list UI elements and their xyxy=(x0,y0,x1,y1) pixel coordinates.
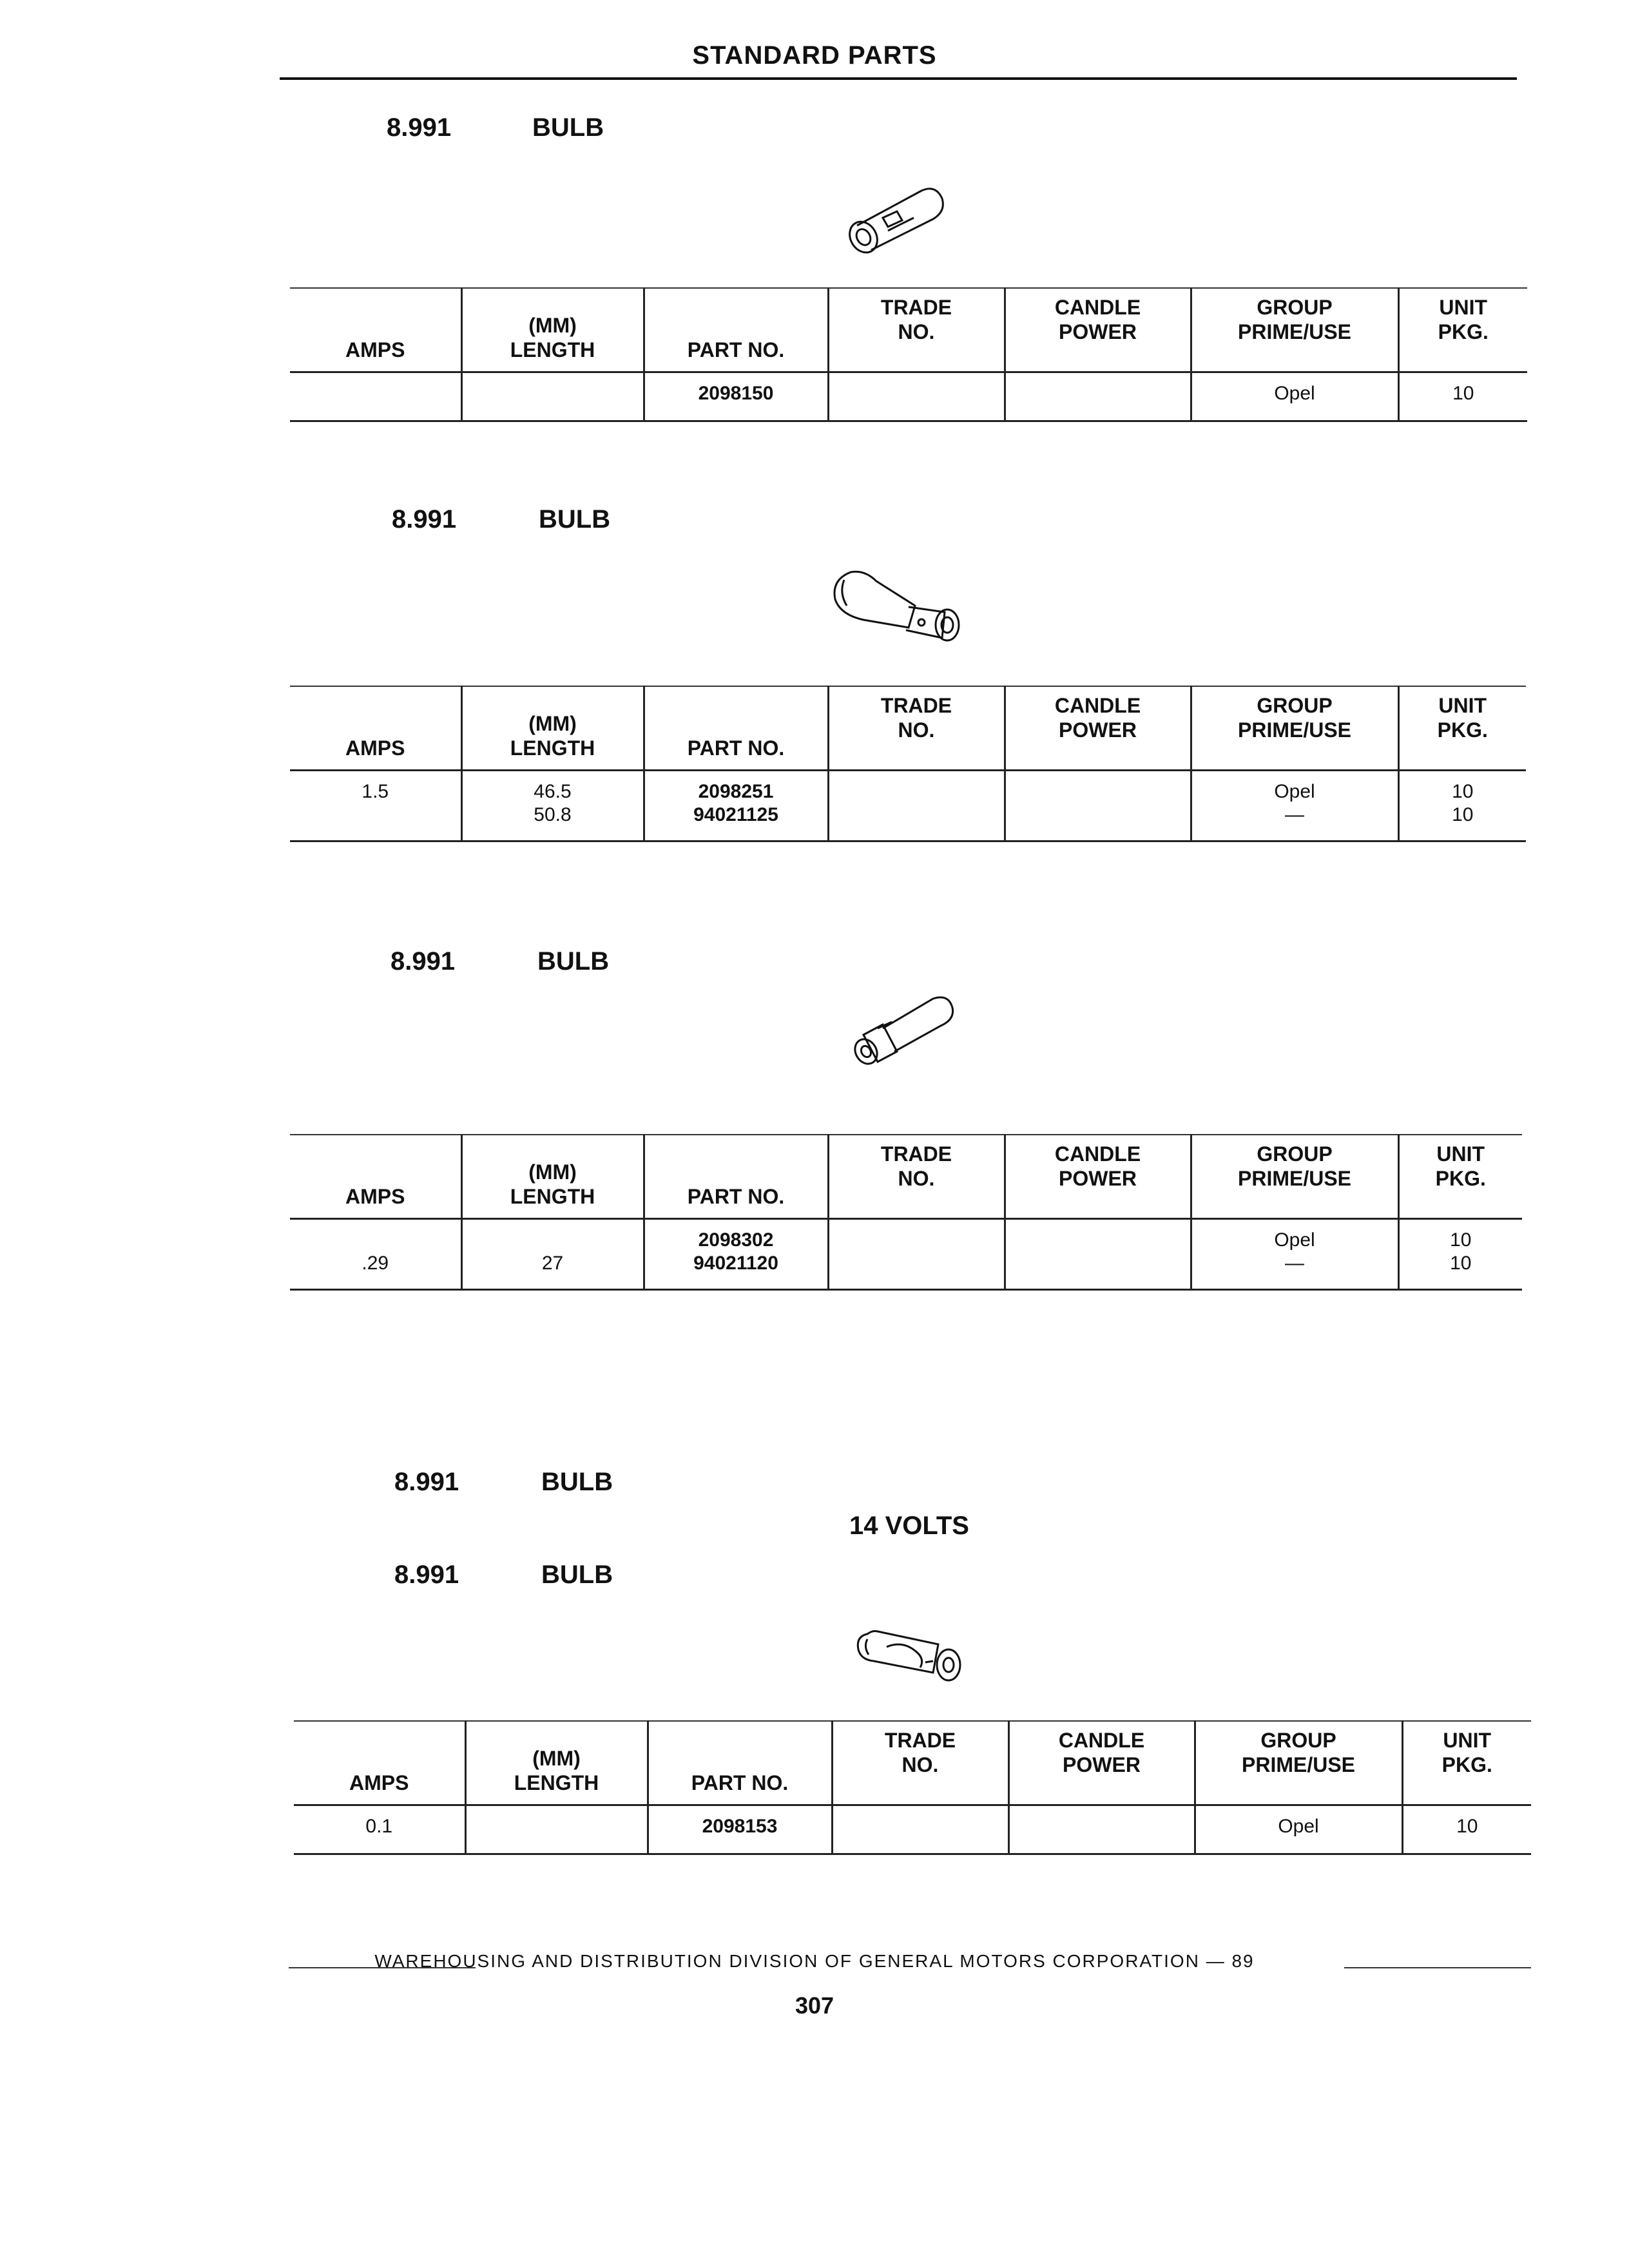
col-part-no: PART NO. xyxy=(644,1135,828,1219)
cell-length: 27 xyxy=(461,1219,644,1290)
col-length: (MM) LENGTH xyxy=(461,1135,644,1219)
cell-trade-no xyxy=(828,1219,1005,1290)
parts-table xyxy=(294,1720,1531,1855)
col-length: (MM) LENGTH xyxy=(461,288,644,372)
table-row xyxy=(290,1219,1522,1290)
cell-part-no: 2098150 xyxy=(644,372,828,421)
cell-unit-pkg: 10 xyxy=(1402,1805,1531,1854)
cell-candle-power xyxy=(1005,771,1191,841)
cylindrical-bulb-icon xyxy=(838,173,960,256)
cell-unit-pkg: 10 xyxy=(1398,372,1527,421)
col-trade-no: TRADE NO. xyxy=(828,288,1005,372)
section-name: BULB xyxy=(537,947,610,975)
col-unit-pkg: UNIT PKG. xyxy=(1398,288,1527,372)
section-name: BULB xyxy=(541,1468,613,1496)
page-title: STANDARD PARTS xyxy=(692,41,937,70)
table-header-row xyxy=(294,1721,1531,1805)
cell-part-no: 2098251 94021125 xyxy=(644,771,828,841)
parts-table xyxy=(290,1134,1522,1291)
col-group: GROUP PRIME/USE xyxy=(1195,1721,1402,1805)
section-code: 8.991 xyxy=(387,113,452,142)
section-code: 8.991 xyxy=(392,505,457,533)
cell-trade-no xyxy=(828,372,1005,421)
col-amps: AMPS xyxy=(345,1185,405,1208)
cell-group: Opel — xyxy=(1191,1219,1398,1290)
footer-text: WAREHOUSING AND DISTRIBUTION DIVISION OF GENERAL MOTORS CORPORATION — 89 xyxy=(374,1951,1255,1971)
parts-table xyxy=(290,686,1526,842)
col-unit-pkg: UNIT PKG. xyxy=(1402,1721,1531,1805)
cell-candle-power xyxy=(1005,1219,1191,1290)
section-code: 8.991 xyxy=(394,1561,459,1589)
col-amps: AMPS xyxy=(349,1771,409,1794)
cell-trade-no xyxy=(828,771,1005,841)
cell-candle-power xyxy=(1005,372,1191,421)
col-part-no: PART NO. xyxy=(644,686,828,771)
cell-length xyxy=(461,372,644,421)
section-name: BULB xyxy=(541,1561,613,1589)
col-trade-no: TRADE NO. xyxy=(828,1135,1005,1219)
table-header-row xyxy=(290,1135,1522,1219)
cell-length xyxy=(465,1805,648,1854)
parts-table xyxy=(290,287,1527,422)
table-row xyxy=(290,372,1527,421)
cell-amps: 0.1 xyxy=(365,1816,393,1837)
title-rule xyxy=(280,77,1517,80)
col-candle-power: CANDLE POWER xyxy=(1005,1135,1191,1219)
col-trade-no: TRADE NO. xyxy=(828,686,1005,771)
cell-amps: .29 xyxy=(361,1253,389,1274)
col-group: GROUP PRIME/USE xyxy=(1191,288,1398,372)
col-candle-power: CANDLE POWER xyxy=(1005,288,1191,372)
section-name: BULB xyxy=(532,113,604,142)
cell-unit-pkg: 10 10 xyxy=(1398,1219,1522,1290)
table-row xyxy=(290,771,1526,841)
col-trade-no: TRADE NO. xyxy=(832,1721,1008,1805)
page-number: 307 xyxy=(795,1992,834,2019)
section-code: 8.991 xyxy=(394,1468,459,1496)
festoon-bulb-icon xyxy=(848,1617,977,1688)
cell-trade-no xyxy=(832,1805,1008,1854)
cell-part-no: 2098153 xyxy=(648,1805,832,1854)
cell-unit-pkg: 10 10 xyxy=(1398,771,1526,841)
section-code: 8.991 xyxy=(390,947,456,975)
cell-candle-power xyxy=(1008,1805,1195,1854)
section-name: BULB xyxy=(539,505,611,533)
cell-part-no: 2098302 94021120 xyxy=(644,1219,828,1290)
table-row xyxy=(294,1805,1531,1854)
wedge-bulb-icon xyxy=(838,990,967,1073)
col-amps: AMPS xyxy=(345,338,405,361)
col-length: (MM) LENGTH xyxy=(461,686,644,771)
col-candle-power: CANDLE POWER xyxy=(1005,686,1191,771)
col-unit-pkg: UNIT PKG. xyxy=(1398,1135,1522,1219)
cell-length: 46.5 50.8 xyxy=(461,771,644,841)
tapered-bulb-icon xyxy=(825,561,973,657)
cell-group: Opel xyxy=(1195,1805,1402,1854)
col-unit-pkg: UNIT PKG. xyxy=(1398,686,1526,771)
cell-group: Opel xyxy=(1191,372,1398,421)
table-header-row xyxy=(290,686,1526,771)
cell-amps: 1.5 xyxy=(361,781,389,802)
col-candle-power: CANDLE POWER xyxy=(1008,1721,1195,1805)
col-group: GROUP PRIME/USE xyxy=(1191,686,1398,771)
col-part-no: PART NO. xyxy=(648,1721,832,1805)
table-header-row xyxy=(290,288,1527,372)
voltage-label: 14 VOLTS xyxy=(849,1512,969,1540)
cell-amps xyxy=(290,372,461,421)
col-amps: AMPS xyxy=(345,736,405,760)
col-part-no: PART NO. xyxy=(644,288,828,372)
col-length: (MM) LENGTH xyxy=(465,1721,648,1805)
cell-group: Opel — xyxy=(1191,771,1398,841)
col-group: GROUP PRIME/USE xyxy=(1191,1135,1398,1219)
